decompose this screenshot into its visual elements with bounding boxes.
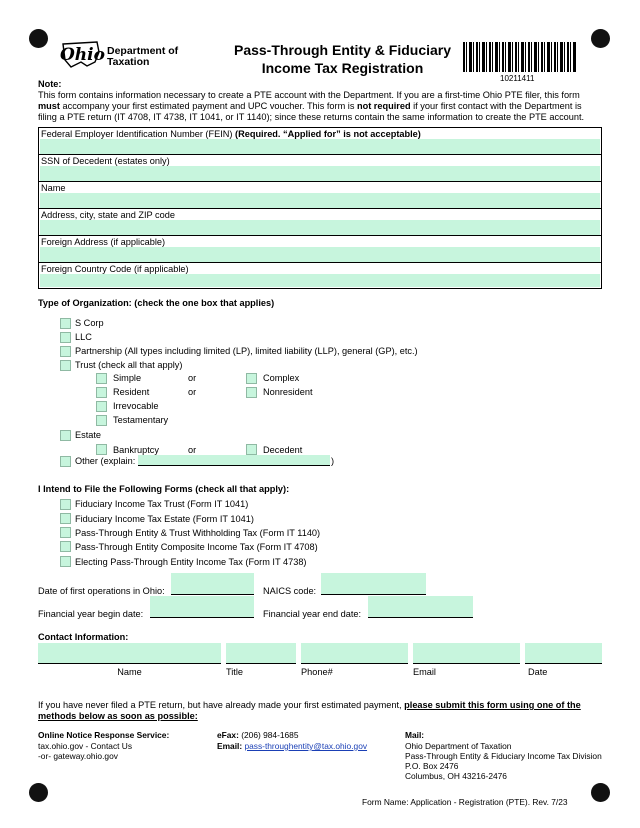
simple-checkbox[interactable]: [96, 373, 107, 384]
other-label: Other (explain:: [75, 456, 136, 466]
online-line-2: -or- gateway.ohio.gov: [38, 751, 118, 761]
form-it1041-estate-label: Fiduciary Income Tax Estate (Form IT 1041): [75, 514, 254, 524]
naics-label: NAICS code:: [263, 586, 317, 596]
trust-label: Trust (check all that apply): [75, 360, 183, 370]
complex-checkbox[interactable]: [246, 373, 257, 384]
ssn-label: SSN of Decedent (estates only): [41, 156, 170, 166]
logo-word: Ohio: [60, 45, 105, 65]
nonresident-label: Nonresident: [263, 387, 313, 397]
first-ops-label: Date of first operations in Ohio:: [38, 586, 165, 596]
partnership-checkbox[interactable]: [60, 346, 71, 357]
complex-label: Complex: [263, 373, 300, 383]
form-it4708-label: Pass-Through Entity Composite Income Tax (Form IT 4708): [75, 542, 318, 552]
name-label: Name: [41, 183, 66, 193]
submit-text-2: methods below as soon as possible:: [38, 711, 198, 721]
testamentary-label: Testamentary: [113, 415, 169, 425]
registration-mark: [29, 29, 48, 48]
note-heading: Note:: [38, 79, 62, 89]
foreign-address-label: Foreign Address (if applicable): [41, 237, 166, 247]
decedent-checkbox[interactable]: [246, 444, 257, 455]
or-label: or: [188, 387, 197, 397]
form-title-line2: Income Tax Registration: [261, 60, 424, 76]
contact-phone-label: Phone#: [301, 667, 333, 677]
ssn-input[interactable]: [40, 166, 600, 181]
fy-begin-label: Financial year begin date:: [38, 609, 144, 619]
note-text-2: must accompany your first estimated payment and UPC voucher. This form is not required if your first contact with the Department is: [38, 101, 582, 111]
registration-mark: [29, 783, 48, 802]
first-ops-input[interactable]: [171, 573, 254, 595]
forms-heading: I Intend to File the Following Forms (check all that apply):: [38, 484, 290, 494]
or-label: or: [188, 373, 197, 383]
identification-fields: [38, 127, 602, 289]
fein-input[interactable]: [40, 139, 600, 154]
mail-line-2: Pass-Through Entity & Fiduciary Income Tax Division: [405, 751, 602, 761]
fy-end-label: Financial year end date:: [263, 609, 362, 619]
bankruptcy-checkbox[interactable]: [96, 444, 107, 455]
other-explain-input[interactable]: [138, 455, 330, 466]
email-link[interactable]: pass-throughentity@tax.ohio.gov: [244, 741, 368, 751]
form-title-line1: Pass-Through Entity & Fiduciary: [233, 42, 452, 58]
naics-input[interactable]: [321, 573, 426, 595]
estate-label: Estate: [75, 430, 102, 440]
fy-begin-input[interactable]: [150, 596, 254, 618]
note-text-3: filing a PTE return (IT 4708, IT 4738, IT 1041, or IT 1140); since these returns contain the same information to create the PTE account.: [38, 112, 585, 122]
resident-checkbox[interactable]: [96, 387, 107, 398]
form-it1041-estate-checkbox[interactable]: [60, 513, 71, 524]
nonresident-checkbox[interactable]: [246, 387, 257, 398]
scorp-label: S Corp: [75, 318, 104, 328]
bankruptcy-label: Bankruptcy: [113, 445, 159, 455]
barcode-number: 10211411: [500, 74, 535, 83]
mail-heading: Mail:: [405, 730, 425, 740]
decedent-label: Decedent: [263, 445, 303, 455]
mail-line-3: P.O. Box 2476: [405, 761, 459, 771]
form-it1140-label: Pass-Through Entity & Trust Withholding Tax (Form IT 1140): [75, 528, 321, 538]
contact-name-label: Name: [117, 667, 142, 677]
irrevocable-checkbox[interactable]: [96, 401, 107, 412]
or-label: or: [188, 445, 197, 455]
other-checkbox[interactable]: [60, 456, 71, 467]
form-it1140-checkbox[interactable]: [60, 527, 71, 538]
contact-title-input[interactable]: [226, 643, 296, 664]
foreign-country-label: Foreign Country Code (if applicable): [41, 264, 189, 274]
barcode: [463, 42, 576, 72]
address-label: Address, city, state and ZIP code: [41, 210, 175, 220]
mail-line-1: Ohio Department of Taxation: [405, 741, 512, 751]
name-input[interactable]: [40, 193, 600, 208]
testamentary-checkbox[interactable]: [96, 415, 107, 426]
org-type-heading: Type of Organization: (check the one box that applies): [38, 298, 275, 308]
scorp-checkbox[interactable]: [60, 318, 71, 329]
dept-name-line1: Department of: [107, 45, 179, 57]
llc-label: LLC: [75, 332, 92, 342]
online-heading: Online Notice Response Service:: [38, 730, 170, 740]
fein-label: Federal Employer Identification Number (FEIN) (Required. “Applied for” is not acceptable): [41, 129, 421, 139]
llc-checkbox[interactable]: [60, 332, 71, 343]
note-text-1: This form contains information necessary to create a PTE account with the Department. If you are a first-time Ohio PTE filer, this form: [38, 90, 580, 100]
partnership-label: Partnership (All types including limited (LP), limited liability (LLP), general (GP), etc.): [75, 346, 418, 356]
contact-email-label: Email: [413, 667, 436, 677]
contact-heading: Contact Information:: [38, 632, 129, 642]
contact-email-input[interactable]: [413, 643, 520, 664]
efax-line: eFax: (206) 984-1685: [217, 730, 299, 740]
fy-end-input[interactable]: [368, 596, 473, 618]
mail-line-4: Columbus, OH 43216-2476: [405, 771, 507, 781]
form-it1041-trust-checkbox[interactable]: [60, 499, 71, 510]
resident-label: Resident: [113, 387, 150, 397]
other-close-paren: ): [331, 456, 335, 466]
form-footer: Form Name: Application - Registration (PTE). Rev. 7/23: [362, 797, 568, 807]
simple-label: Simple: [113, 373, 142, 383]
form-it4708-checkbox[interactable]: [60, 541, 71, 552]
contact-date-input[interactable]: [525, 643, 602, 664]
address-input[interactable]: [40, 220, 600, 235]
contact-date-label: Date: [528, 667, 548, 677]
trust-checkbox[interactable]: [60, 360, 71, 371]
dept-name-line2: Taxation: [107, 56, 150, 68]
registration-mark: [591, 29, 610, 48]
estate-checkbox[interactable]: [60, 430, 71, 441]
online-line-1: tax.ohio.gov - Contact Us: [38, 741, 133, 751]
contact-title-label: Title: [226, 667, 244, 677]
form-it1041-trust-label: Fiduciary Income Tax Trust (Form IT 1041): [75, 499, 249, 509]
ohio-logo: [57, 40, 103, 70]
contact-phone-input[interactable]: [301, 643, 408, 664]
form-it4738-checkbox[interactable]: [60, 556, 71, 567]
registration-mark: [591, 783, 610, 802]
irrevocable-label: Irrevocable: [113, 401, 159, 411]
submit-text-1: If you have never filed a PTE return, but have already made your first estimated payment, please submit this form using one of the: [38, 700, 581, 710]
contact-name-input[interactable]: [38, 643, 221, 664]
form-it4738-label: Electing Pass-Through Entity Income Tax (Form IT 4738): [75, 557, 307, 567]
email-line: Email: pass-throughentity@tax.ohio.gov: [217, 741, 368, 751]
foreign-country-input[interactable]: [40, 274, 600, 287]
foreign-address-input[interactable]: [40, 247, 600, 262]
